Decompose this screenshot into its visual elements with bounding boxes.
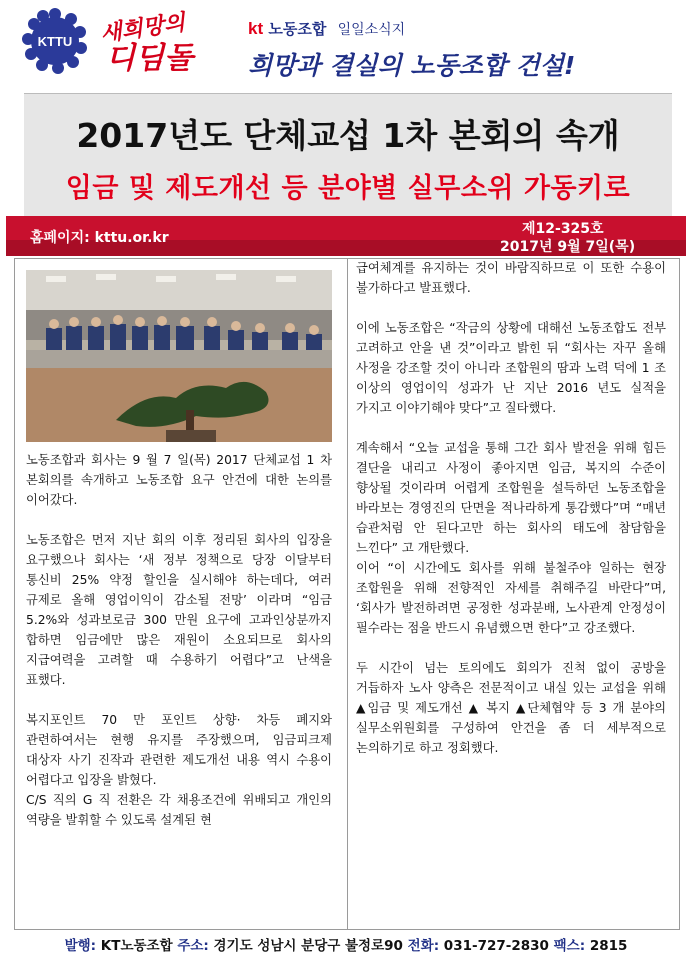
union-motto: 희망과 결실의 노동조합 건설! [248,51,576,80]
publisher-footer [0,934,692,954]
meeting-photo [26,270,332,442]
article-paragraph: 이어 “이 시간에도 회사를 위해 불철주야 일하는 현장 조합원을 위해 전향적인 자세를 취해주길 바란다”며, ‘회사가 발전하려면 공정한 성과분배, 노사관계 안정성이 필수라는 점을 반드시 유념했으면 한다”고 강조했다. [356,561,666,635]
publisher-label: 발행: [64,938,97,954]
article-paragraph: 노동조합은 먼저 지난 회의 이후 정리된 회사의 입장을 요구했으나 회사는 ‘새 정부 정책으로 당장 이달부터 통신비 25% 약정 할인을 실시해야 하는데다, 여러 규제로 올해 영업이익이 감소될 전망’ 이라며 “임금 5.2%와 성과보로금 300 만원 요구에 고과인상분까지 합하면 임금에만 많은 재원이 소요되므로 회사의 지급여력을 고려할 때 수용하기 어렵다”고 난색을 표했다. [26,533,332,687]
fax-value: 2815 [589,938,628,954]
article-paragraph: C/S 직의 G 직 전환은 각 채용조건에 위배되고 개인의 역량을 발휘할 수 있도록 설계된 현 [26,793,332,827]
logo-text: KTTU [37,34,73,49]
article-paragraph: 두 시간이 넘는 토의에도 회의가 진척 없이 공방을 거듭하자 노사 양측은 전문적이고 내실 있는 교섭을 위해 ▲임금 및 제도개선 ▲ 복지 ▲단체협약 등 3 개 분야의 실무소위원회를 구성하여 안건을 좀 더 세부적으로 논의하기로 하고 정회했다. [356,661,666,755]
address-label: 주소: [177,938,209,954]
article-paragraph: 노동조합과 회사는 9 월 7 일(목) 2017 단체교섭 1 차 본회의를 속개하고 노동조합 요구 안건에 대한 논의를 이어갔다. [26,453,332,507]
article-right-column [356,258,666,928]
article-paragraph: 계속해서 “오늘 교섭을 통해 그간 회사 발전을 위해 힘든 결단을 내리고 사정이 좋아지면 임금, 복지의 수준이 향상될 것이라며 어렵게 조합원을 설득하던 노동조합을 바라보는 경영진의 단면을 적나라하게 통감했다”며 “매년 습관처럼 안 된다고만 하는 회사의 태도에 참담함을 느낀다” 고 개탄했다. [356,441,666,555]
issue-number: 제12-325호 [522,221,604,237]
article-paragraph: 이에 노동조합은 “작금의 상황에 대해선 노동조합도 전부 고려하고 안을 낸 것”이라고 밝힌 뒤 “회사는 자꾸 올해 사정을 강조할 것이 아니라 조합원의 땀과 노력 덕에 1 조 이상의 영업이익 성과가 난 지난 2016 년도 실적을 가지고 이야기해야 맞다”고 질타했다. [356,321,666,415]
article-left-column [26,450,332,928]
kt-brand: kt [248,19,264,38]
homepage-link[interactable]: 홈페이지: kttu.or.kr [30,230,169,246]
fax-label: 팩스: [553,938,586,954]
page-subtitle: 임금 및 제도개선 등 분야별 실무소위 가동키로 [65,173,631,204]
issue-date: 2017년 9월 7일(목) [500,239,636,255]
phone-label: 전화: [407,938,440,954]
page-title: 2017년도 단체교섭 1차 본회의 속개 [76,116,620,155]
column-divider [347,259,348,929]
phone-value: 031-727-2830 [443,938,549,954]
slogan-line2: 디딤돌 [106,41,193,76]
union-name-line [248,18,405,39]
publisher-name: KT노동조합 [100,938,173,954]
kttu-logo [22,8,88,74]
article-paragraph: 복지포인트 70 만 포인트 상향· 차등 폐지와 관련하여서는 현행 유지를 주장했으며, 임금피크제 대상자 사기 진작과 관련한 제도개선 내용 역시 수용이 어렵다고 입장을 밝혔다. [26,713,332,787]
article-paragraph: 급여체계를 유지하는 것이 바람직하므로 이 또한 수용이 불가하다고 발표했다. [356,261,666,295]
union-name: 노동조합 [268,20,327,38]
bulletin-type: 일일소식지 [337,22,406,38]
address-value: 경기도 성남시 분당구 불정로90 [213,938,403,954]
slogan-calligraphy [92,6,222,76]
slogan-line1: 새희망의 [98,9,187,48]
